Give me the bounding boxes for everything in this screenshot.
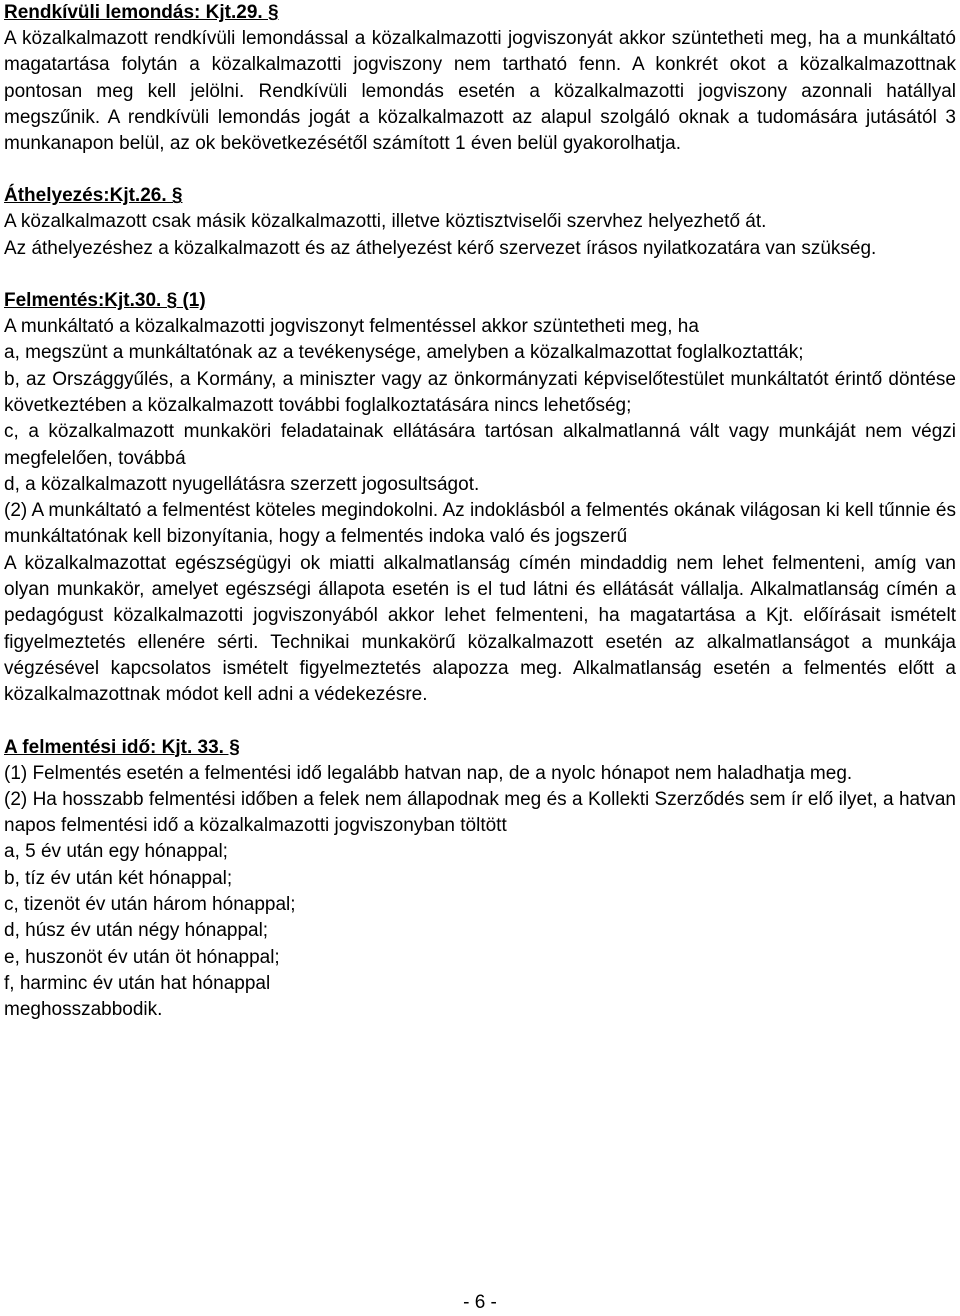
paragraph: Az áthelyezéshez a közalkalmazott és az áthelyezést kérő szervezet írásos nyilatkozatára van szükség. (4, 237, 877, 259)
section-felmentes (4, 288, 956, 708)
list-item: b, tíz év után két hónappal; (4, 867, 233, 889)
paragraph: meghosszabbodik. (4, 999, 163, 1021)
list-item: a, megszünt a munkáltatónak az a tevékenysége, amelyben a közalkalmazottat foglalkoztatták; (4, 342, 804, 364)
list-item: e, huszonöt év után öt hónappal; (4, 946, 280, 968)
section-athelyezes (4, 183, 956, 262)
page-number: - 6 - (463, 1292, 497, 1313)
paragraph: A közalkalmazott rendkívüli lemondással a közalkalmazotti jogviszonyát akkor szüntetheti meg, ha a munkáltató magatartása folytán a közalkalmazotti jogviszony nem tartható fenn. A konkrét okot a közalkalmazottnak pontosan meg kell jelölni. Rendkívüli lemondás esetén a közalkalmazotti jogviszony azonnali hatállyal megszűnik. A rendkívüli lemondás jogát a közalkalmazott az alapul szolgáló oknak a tudomására jutásától 3 munkanapon belül, az ok bekövetkezésétől számított 1 éven belül gyakorolhatja. (4, 28, 956, 155)
paragraph: A közalkalmazott csak másik közalkalmazotti, illetve köztisztviselői szervhez helyezhető át. (4, 211, 767, 233)
spacer (4, 262, 956, 288)
list-item: b, az Országgyűlés, a Kormány, a miniszter vagy az önkormányzati képviselőtestület munkáltatót érintő döntése következtében a közalkalmazott további foglalkoztatására nincs lehetőség; (4, 368, 956, 416)
paragraph: (1) Felmentés esetén a felmentési idő legalább hatvan nap, de a nyolc hónapot nem haladhatja meg. (4, 762, 853, 784)
list-item: d, a közalkalmazott nyugellátásra szerzett jogosultságot. (4, 473, 480, 495)
document-body (4, 0, 956, 1024)
list-item: a, 5 év után egy hónappal; (4, 841, 228, 863)
section-heading: Felmentés:Kjt.30. § (1) (4, 290, 206, 312)
section-rendkivuli-lemondas (4, 0, 956, 157)
list-item: c, tizenöt év után három hónappal; (4, 894, 296, 916)
list-item: c, a közalkalmazott munkaköri feladatainak ellátására tartósan alkalmatlanná vált vagy munkáját nem végzi megfelelően, továbbá (4, 421, 956, 469)
paragraph: A munkáltató a közalkalmazotti jogviszonyt felmentéssel akkor szüntetheti meg, ha (4, 316, 699, 338)
list-item: d, húsz év után négy hónappal; (4, 920, 269, 942)
spacer (4, 157, 956, 183)
paragraph: (2) Ha hosszabb felmentési időben a felek nem állapodnak meg és a Kollekti Szerződés sem ír elő ilyet, a hatvan napos felmentési idő a közalkalmazotti jogviszonyban töltött (4, 788, 956, 837)
section-heading: Rendkívüli lemondás: Kjt.29. § (4, 2, 279, 23)
section-felmentesi-ido (4, 735, 956, 1024)
spacer (4, 709, 956, 735)
paragraph: (2) A munkáltató a felmentést köteles megindokolni. Az indoklásból a felmentés okának világosan ki kell tűnnie és munkáltatónak kell bizonyítania, hogy a felmentés indoka való és jogszerű (4, 500, 956, 548)
list-item: f, harminc év után hat hónappal (4, 972, 271, 994)
section-heading: A felmentési idő: Kjt. 33. § (4, 736, 240, 758)
paragraph: A közalkalmazottat egészségügyi ok miatti alkalmatlanság címén mindaddig nem lehet felmenteni, amíg van olyan munkakör, amelyet egészségi állapota esetén is el tud látni és ellátását vállalja. Alkalmatlanság címén a pedagógust közalkalmazotti jogviszonyából akkor lehet felmenteni, ha magatartása a Kjt. előírásait ismételt figyelmeztetés ellenére sérti. Technikai munkakörű közalkalmazott esetén az alkalmatlanságot a munkája végzésével kapcsolatos ismételt figyelmeztetés alapozza meg. Alkalmatlanság esetén a felmentés előtt a közalkalmazottnak módot kell adni a védekezésre. (4, 552, 956, 706)
section-heading: Áthelyezés:Kjt.26. § (4, 185, 183, 207)
